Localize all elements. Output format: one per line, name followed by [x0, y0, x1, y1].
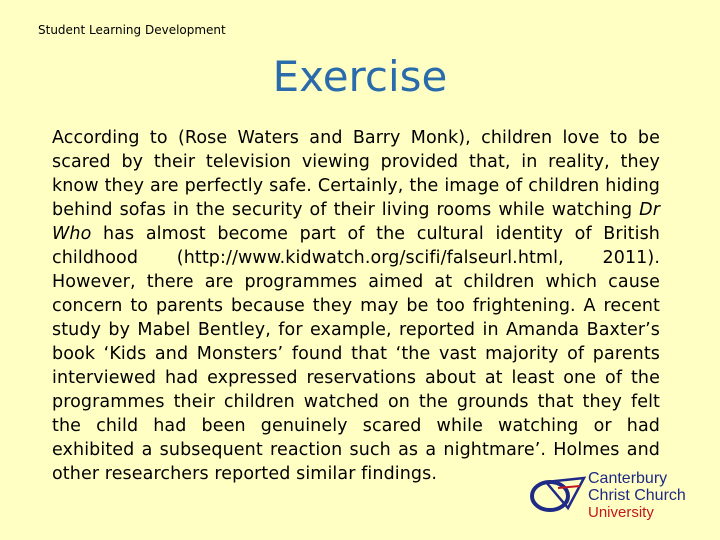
logo-line-university: University	[588, 504, 654, 521]
page-title-text: Exercise	[272, 52, 448, 101]
logo-emblem-icon	[528, 468, 588, 520]
logo-line-canterbury: Canterbury	[588, 470, 668, 487]
page-title	[0, 52, 720, 101]
paragraph-part-1: According to (Rose Waters and Barry Monk), children love to be scared by their television viewing provided that, in reality, they know they are perfectly safe. Certainly, the image of children hiding behind sofas in the security of their living rooms while watching	[52, 128, 660, 220]
exercise-paragraph	[52, 126, 660, 486]
paragraph-part-2: has almost become part of the cultural identity of British childhood (http://www.kidwatch.org/scifi/falseurl.html, 2011). However, there are programmes aimed at children which cause concern to parents because they may be too frightening. A recent study by Mabel Bentley, for example, reported in Amanda Baxter’s book ‘Kids and Monsters’ found that ‘the vast majority of parents interviewed had expressed reservations about at least one of the programmes their children watched on the grounds that they felt the child had been genuinely scared while watching or had exhibited a subsequent reaction such as a nightmare’. Holmes and other researchers reported similar findings.	[52, 224, 660, 484]
logo-line-christ-church: Christ Church	[588, 487, 686, 504]
header-label: Student Learning Development	[38, 23, 226, 37]
paragraph-italic-title: Dr Who	[52, 200, 660, 244]
university-logo	[528, 468, 698, 524]
